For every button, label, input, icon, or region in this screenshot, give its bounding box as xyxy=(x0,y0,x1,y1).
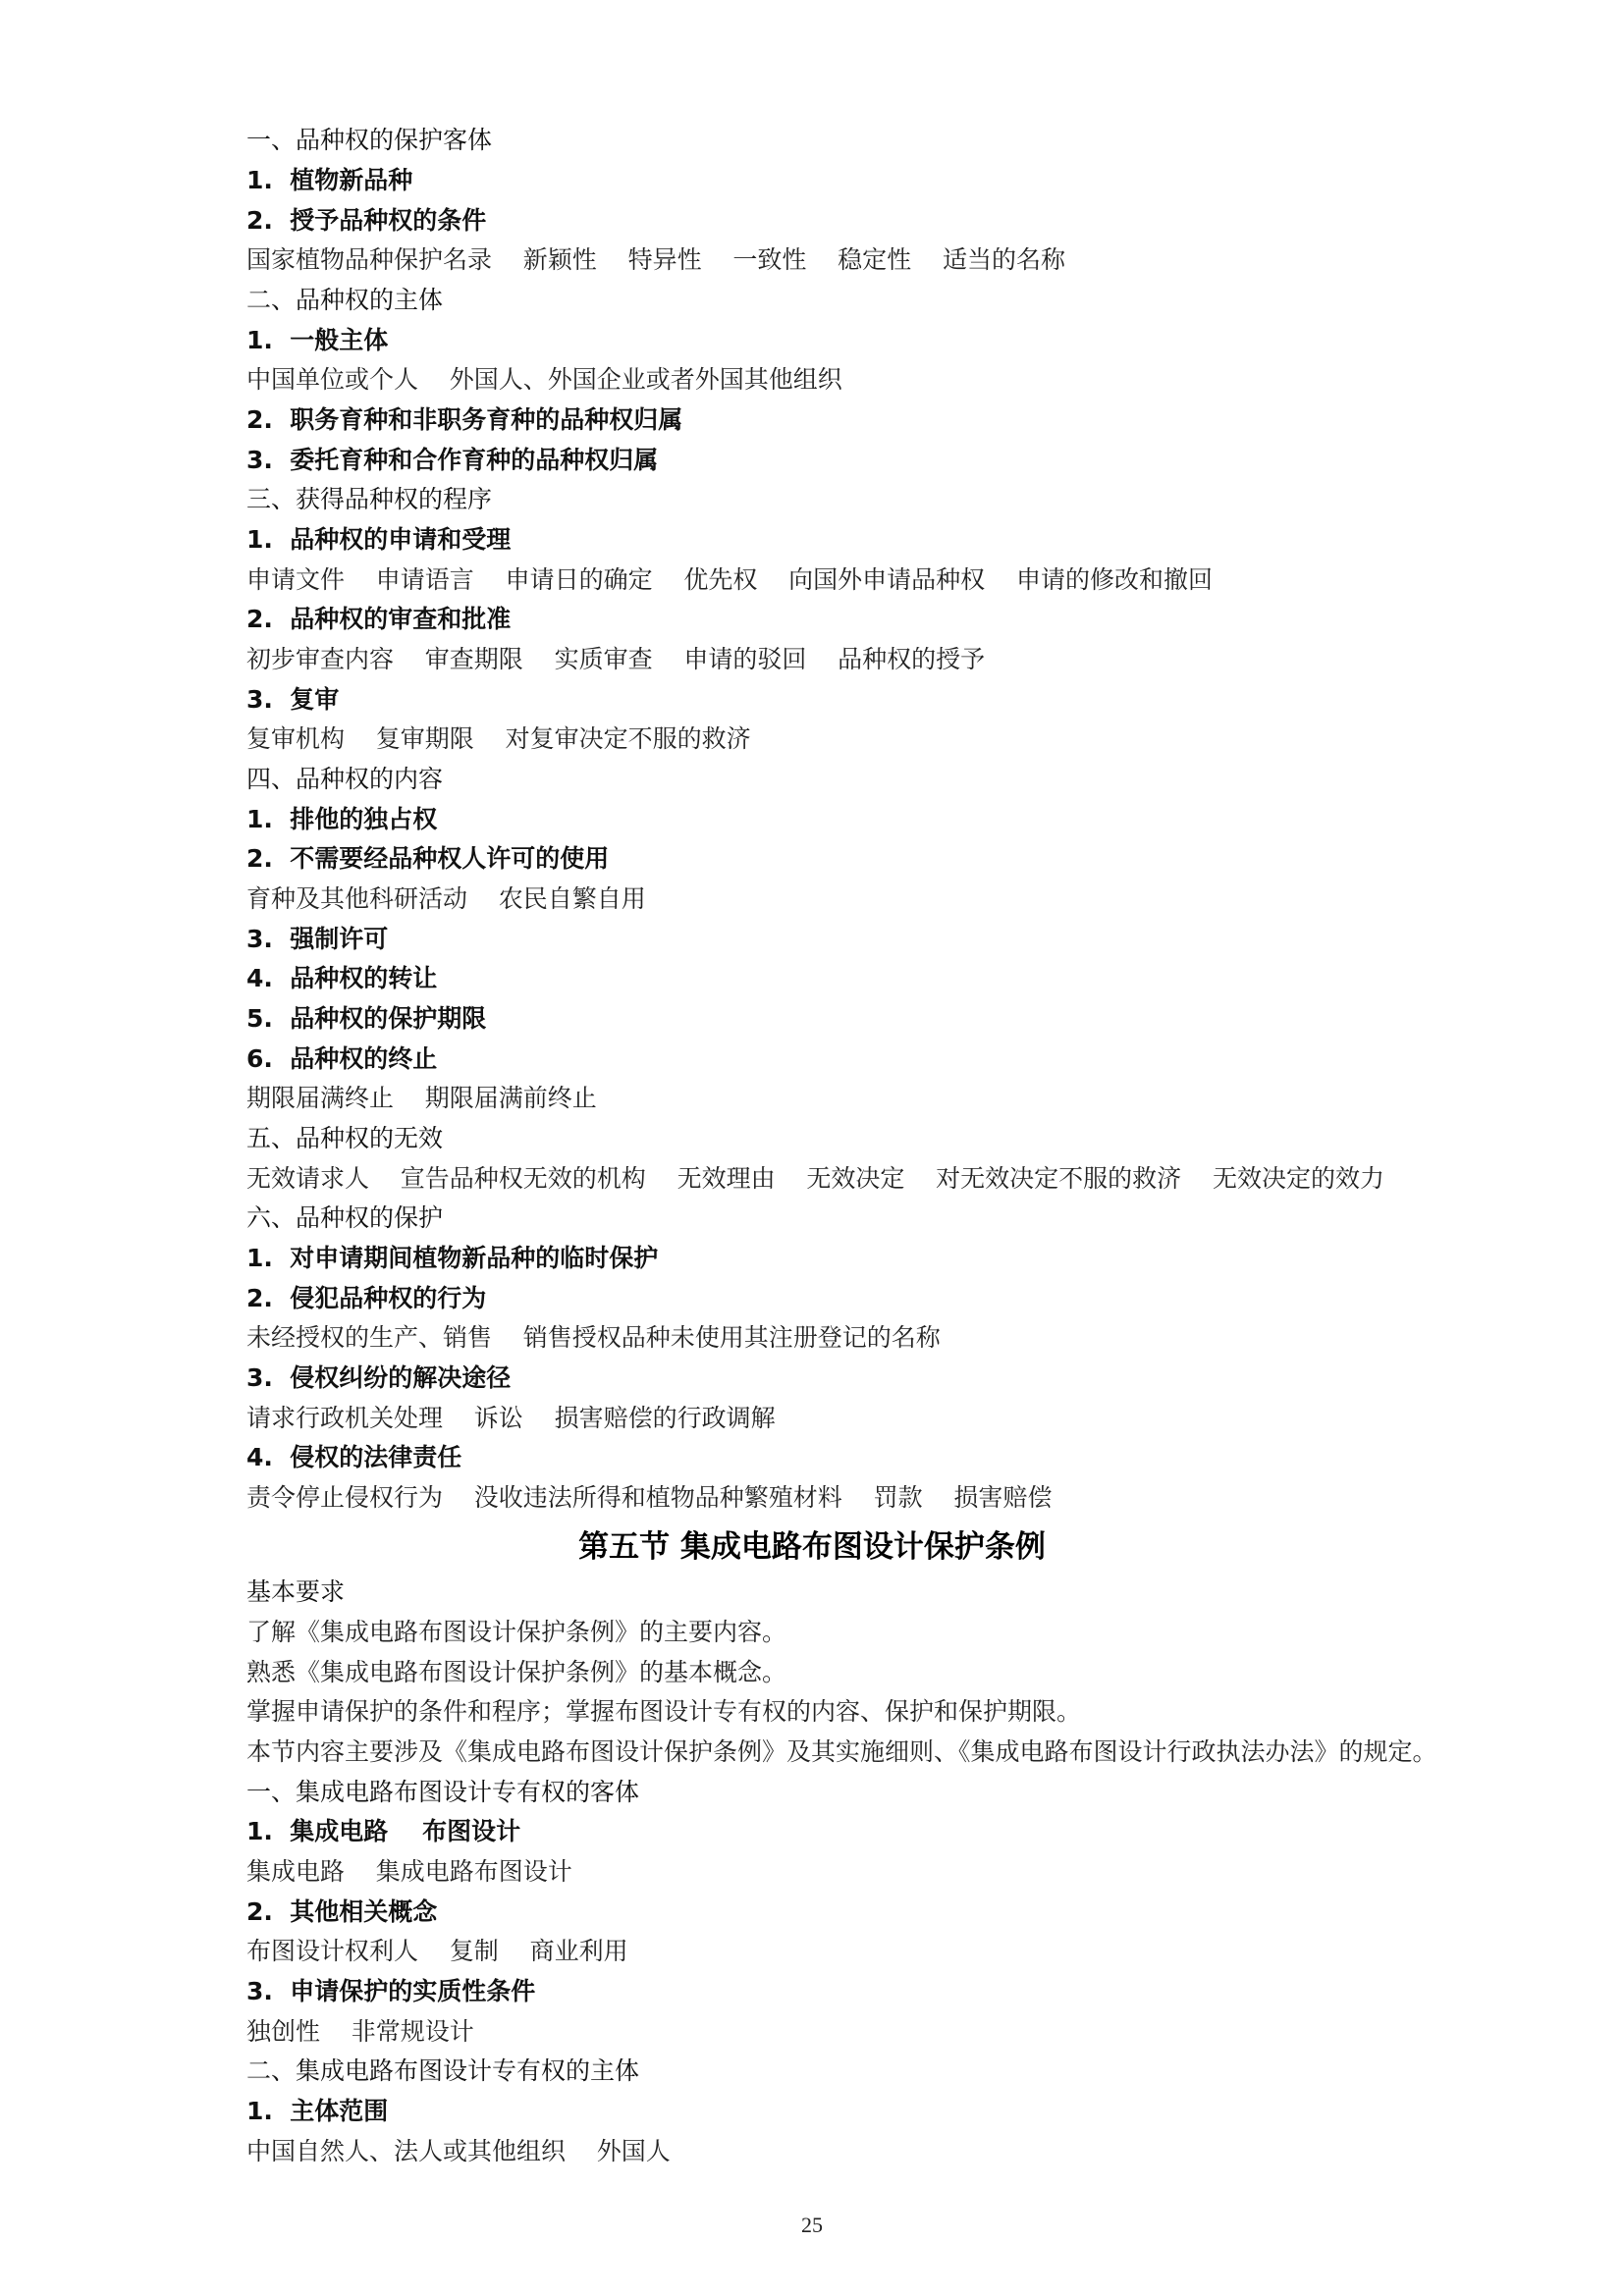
section-heading: 一、品种权的保护客体 xyxy=(246,126,493,154)
subsection-heading: 2. 品种权的审查和批准 xyxy=(246,605,512,633)
body-text: 育种及其他科研活动 农民自繁自用 xyxy=(246,884,646,913)
section-heading: 基本要求 xyxy=(246,1577,346,1606)
body-text: 中国自然人、法人或其他组织 外国人 xyxy=(246,2137,671,2165)
section-heading: 一、集成电路布图设计专有权的客体 xyxy=(246,1778,640,1806)
body-text: 无效请求人 宣告品种权无效的机构 无效理由 无效决定 对无效决定不服的救济 无效决定的效力 xyxy=(246,1164,1384,1193)
body-text: 申请文件 申请语言 申请日的确定 优先权 向国外申请品种权 申请的修改和撤回 xyxy=(246,565,1213,594)
subsection-heading: 1. 品种权的申请和受理 xyxy=(246,525,512,554)
body-text: 复审机构 复审期限 对复审决定不服的救济 xyxy=(246,724,751,753)
subsection-heading: 2. 不需要经品种权人许可的使用 xyxy=(246,844,610,873)
subsection-heading: 3. 复审 xyxy=(246,685,340,714)
subsection-heading: 4. 品种权的转让 xyxy=(246,964,438,992)
subsection-heading: 2. 其他相关概念 xyxy=(246,1897,438,1926)
chapter-section-title: 第五节 集成电路布图设计保护条例 xyxy=(578,1529,1046,1565)
body-text: 责令停止侵权行为 没收违法所得和植物品种繁殖材料 罚款 损害赔偿 xyxy=(246,1483,1053,1512)
subsection-heading: 1. 植物新品种 xyxy=(246,166,413,194)
body-text: 请求行政机关处理 诉讼 损害赔偿的行政调解 xyxy=(246,1404,776,1432)
body-text: 中国单位或个人 外国人、外国企业或者外国其他组织 xyxy=(246,365,842,394)
body-text: 熟悉《集成电路布图设计保护条例》的基本概念。 xyxy=(246,1658,787,1686)
section-heading: 三、获得品种权的程序 xyxy=(246,485,493,513)
subsection-heading: 3. 申请保护的实质性条件 xyxy=(246,1977,536,2005)
subsection-heading: 5. 品种权的保护期限 xyxy=(246,1004,487,1033)
section-heading: 二、集成电路布图设计专有权的主体 xyxy=(246,2056,640,2085)
body-text: 本节内容主要涉及《集成电路布图设计保护条例》及其实施细则、《集成电路布图设计行政执法办法》的规定。 xyxy=(246,1737,1437,1766)
page-number: 25 xyxy=(801,2213,823,2237)
subsection-heading: 1. 主体范围 xyxy=(246,2097,389,2125)
section-heading: 六、品种权的保护 xyxy=(246,1203,444,1232)
subsection-heading: 3. 委托育种和合作育种的品种权归属 xyxy=(246,446,659,474)
subsection-heading: 6. 品种权的终止 xyxy=(246,1044,438,1073)
section-heading: 五、品种权的无效 xyxy=(246,1124,444,1152)
subsection-heading: 2. 侵犯品种权的行为 xyxy=(246,1284,487,1312)
subsection-heading: 4. 侵权的法律责任 xyxy=(246,1443,462,1471)
body-text: 初步审查内容 审查期限 实质审查 申请的驳回 品种权的授予 xyxy=(246,645,986,673)
section-heading: 四、品种权的内容 xyxy=(246,765,444,793)
subsection-heading: 2. 职务育种和非职务育种的品种权归属 xyxy=(246,405,683,434)
subsection-heading: 2. 授予品种权的条件 xyxy=(246,206,487,235)
body-text: 掌握申请保护的条件和程序；掌握布图设计专有权的内容、保护和保护期限。 xyxy=(246,1697,1082,1726)
body-text: 了解《集成电路布图设计保护条例》的主要内容。 xyxy=(246,1618,787,1646)
subsection-heading: 3. 侵权纠纷的解决途径 xyxy=(246,1363,512,1392)
subsection-heading: 3. 强制许可 xyxy=(246,925,389,953)
subsection-heading: 1. 一般主体 xyxy=(246,326,389,354)
body-text: 未经授权的生产、销售 销售授权品种未使用其注册登记的名称 xyxy=(246,1323,941,1352)
section-heading: 二、品种权的主体 xyxy=(246,286,444,314)
body-text: 国家植物品种保护名录 新颖性 特异性 一致性 稳定性 适当的名称 xyxy=(246,245,1065,274)
subsection-heading: 1. 集成电路 布图设计 xyxy=(246,1817,521,1845)
body-text: 期限届满终止 期限届满前终止 xyxy=(246,1084,597,1112)
body-text: 集成电路 集成电路布图设计 xyxy=(246,1857,572,1886)
subsection-heading: 1. 排他的独占权 xyxy=(246,805,438,833)
body-text: 独创性 非常规设计 xyxy=(246,2017,474,2046)
body-text: 布图设计权利人 复制 商业利用 xyxy=(246,1937,628,1965)
subsection-heading: 1. 对申请期间植物新品种的临时保护 xyxy=(246,1244,659,1272)
